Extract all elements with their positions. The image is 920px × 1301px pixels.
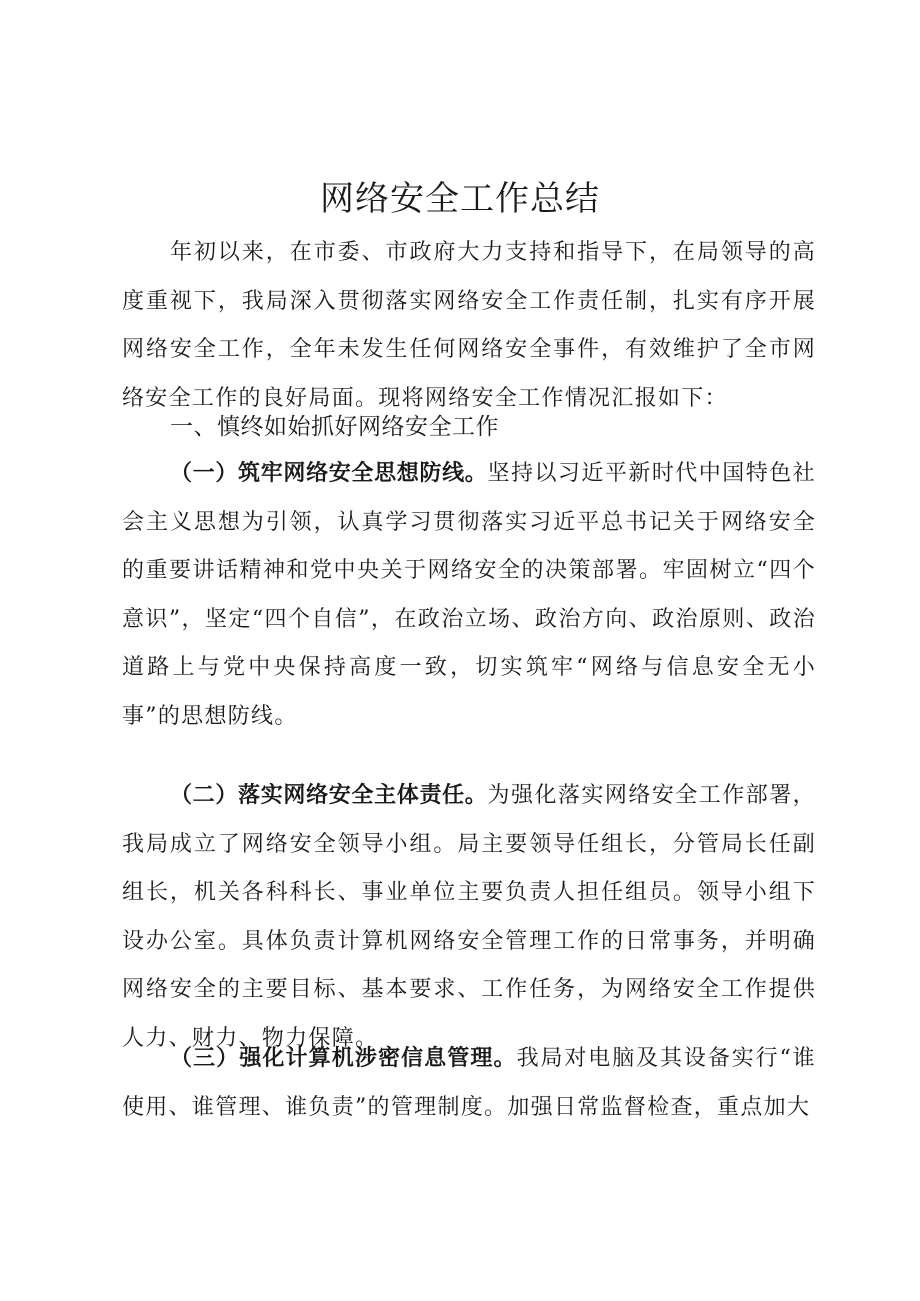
paragraph-text: 为强化落实网络安全工作部署，我局成立了网络安全领导小组。局主要领导任组长，分管局长任副组长，机关各科科长、事业单位主要负责人担任组员。领导小组下设办公室。具体负责计算机网络安全管理工作的日常事务，并明确网络安全的主要目标、基本要求、工作任务，为网络安全工作提供人力、财力、物力保障。 <box>122 783 816 1051</box>
paragraph-text: 我局对电脑及其设备实行“谁使用、谁管理、谁负责”的管理制度。加强日常监督检查，重点加大 <box>122 1046 816 1120</box>
intro-paragraph: 年初以来，在市委、市政府大力支持和指导下，在局领导的高度重视下，我局深入贯彻落实网络安全工作责任制，扎实有序开展网络安全工作，全年未发生任何网络安全事件，有效维护了全市网络安全工作的良好局面。现将网络安全工作情况汇报如下： <box>122 240 816 411</box>
document-title: 网络安全工作总结 <box>320 179 600 219</box>
paragraph-item-3 <box>122 1035 816 1132</box>
paragraph-lead: （三）强化计算机涉密信息管理。 <box>170 1046 517 1071</box>
paragraph-lead: （二）落实网络安全主体责任。 <box>170 783 488 808</box>
paragraph-item-1 <box>122 450 816 741</box>
paragraph-item-2 <box>122 772 816 1063</box>
paragraph-text: 坚持以习近平新时代中国特色社会主义思想为引领，认真学习贯彻落实习近平总书记关于网络安全的重要讲话精神和党中央关于网络安全的决策部署。牢固树立“四个意识”，坚定“四个自信”，在政治立场、政治方向、政治原则、政治道路上与党中央保持高度一致，切实筑牢“网络与信息安全无小事”的思想防线。 <box>122 461 816 729</box>
section-heading: 一、慎终如始抓好网络安全工作 <box>170 414 499 440</box>
paragraph-lead: （一）筑牢网络安全思想防线。 <box>170 461 488 486</box>
